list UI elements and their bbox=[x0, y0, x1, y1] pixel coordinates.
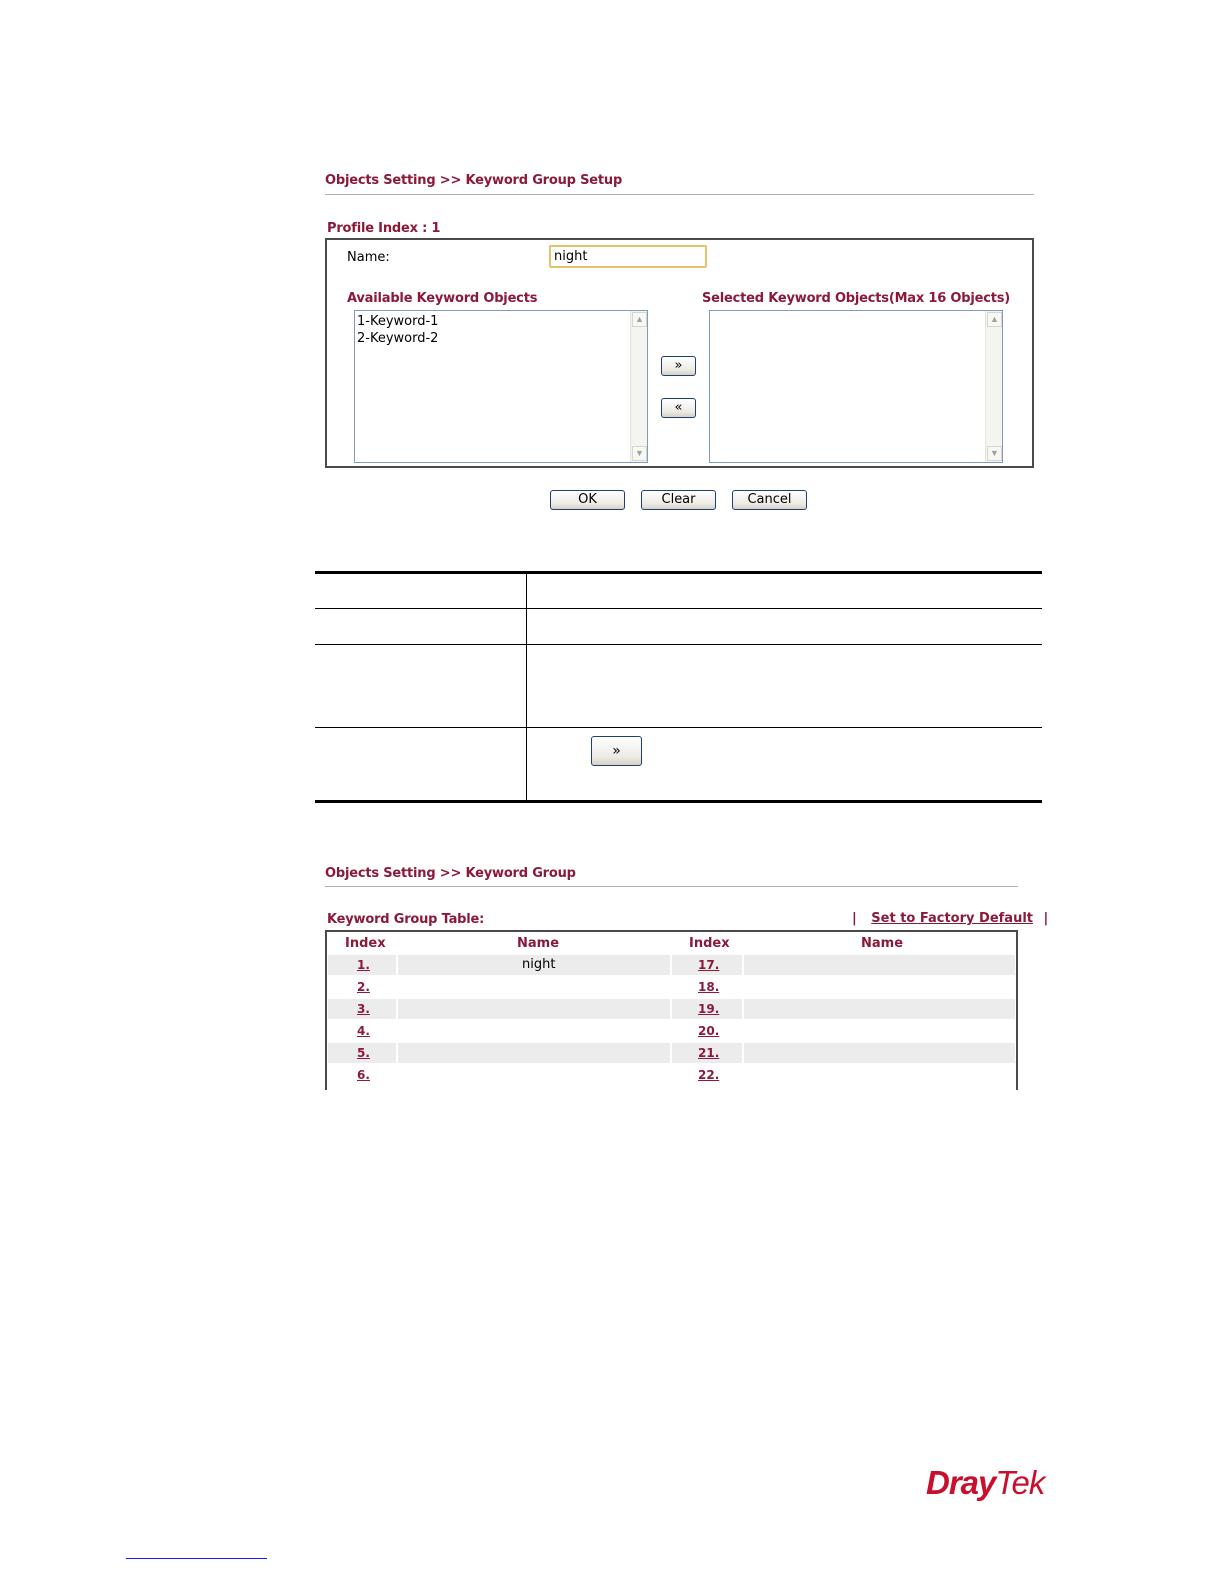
profile-index-label: Profile Index : 1 bbox=[327, 221, 441, 236]
row-index-link[interactable]: 20. bbox=[698, 1024, 720, 1038]
name-input[interactable] bbox=[549, 245, 707, 268]
setup-breadcrumb: Objects Setting >> Keyword Group Setup bbox=[325, 173, 623, 188]
draytek-logo bbox=[926, 1464, 1044, 1502]
row-index-link[interactable]: 1. bbox=[357, 958, 370, 972]
scroll-down-icon[interactable]: ▼ bbox=[632, 446, 647, 461]
row-name: night bbox=[522, 957, 556, 972]
column-header-index: Index bbox=[689, 936, 730, 951]
factory-default-link-group bbox=[852, 911, 1048, 926]
table-column-divider bbox=[526, 574, 527, 800]
group-breadcrumb-divider bbox=[325, 886, 1018, 887]
available-keyword-objects-title: Available Keyword Objects bbox=[347, 291, 538, 306]
remove-keyword-button[interactable]: « bbox=[661, 398, 696, 418]
selected-list-scrollbar[interactable] bbox=[985, 311, 1002, 462]
add-keyword-button[interactable]: » bbox=[661, 356, 696, 376]
row-index-link[interactable]: 5. bbox=[357, 1046, 370, 1060]
setup-breadcrumb-divider bbox=[325, 194, 1034, 195]
available-keyword-item[interactable]: 1-Keyword-1 bbox=[357, 314, 439, 329]
column-header-name: Name bbox=[517, 936, 560, 951]
group-breadcrumb: Objects Setting >> Keyword Group bbox=[325, 866, 576, 881]
separator: | bbox=[1043, 911, 1049, 926]
table-row bbox=[328, 1021, 1015, 1041]
table-row bbox=[328, 999, 1015, 1019]
table-row bbox=[328, 1043, 1015, 1063]
row-index-link[interactable]: 4. bbox=[357, 1024, 370, 1038]
available-list-scrollbar[interactable] bbox=[630, 311, 647, 462]
available-keyword-item[interactable]: 2-Keyword-2 bbox=[357, 331, 439, 346]
table-row-rule bbox=[315, 727, 1042, 728]
table-row bbox=[328, 1065, 1015, 1085]
row-index-link[interactable]: 19. bbox=[698, 1002, 720, 1016]
row-index-link[interactable]: 2. bbox=[357, 980, 370, 994]
set-to-factory-default-link[interactable]: Set to Factory Default bbox=[871, 911, 1033, 926]
table-row bbox=[328, 977, 1015, 997]
inline-add-button: » bbox=[591, 736, 642, 766]
row-index-link[interactable]: 21. bbox=[698, 1046, 720, 1060]
table-top-rule bbox=[315, 571, 1042, 574]
separator: | bbox=[852, 911, 857, 926]
cancel-button[interactable]: Cancel bbox=[732, 490, 807, 510]
logo-dray: Dray bbox=[926, 1464, 996, 1501]
column-header-index: Index bbox=[345, 936, 386, 951]
scroll-down-icon[interactable]: ▼ bbox=[987, 446, 1002, 461]
table-row-rule bbox=[315, 608, 1042, 609]
table-bottom-rule bbox=[315, 800, 1042, 803]
logo-tek: Tek bbox=[995, 1464, 1045, 1501]
footer-link-underline bbox=[126, 1558, 267, 1559]
table-row-rule bbox=[315, 644, 1042, 645]
selected-keyword-objects-title: Selected Keyword Objects(Max 16 Objects) bbox=[702, 291, 1011, 306]
name-label: Name: bbox=[347, 250, 390, 265]
table-row bbox=[328, 955, 1015, 975]
keyword-group-table-title: Keyword Group Table: bbox=[327, 912, 485, 927]
row-index-link[interactable]: 18. bbox=[698, 980, 720, 994]
scroll-up-icon[interactable]: ▲ bbox=[632, 312, 647, 327]
row-index-link[interactable]: 6. bbox=[357, 1068, 370, 1082]
clear-button[interactable]: Clear bbox=[641, 490, 716, 510]
row-index-link[interactable]: 3. bbox=[357, 1002, 370, 1016]
ok-button[interactable]: OK bbox=[550, 490, 625, 510]
column-header-name: Name bbox=[861, 936, 904, 951]
selected-keyword-list[interactable] bbox=[709, 310, 1003, 463]
scroll-up-icon[interactable]: ▲ bbox=[987, 312, 1002, 327]
row-index-link[interactable]: 17. bbox=[698, 958, 720, 972]
available-keyword-list[interactable] bbox=[354, 310, 648, 463]
row-index-link[interactable]: 22. bbox=[698, 1068, 720, 1082]
